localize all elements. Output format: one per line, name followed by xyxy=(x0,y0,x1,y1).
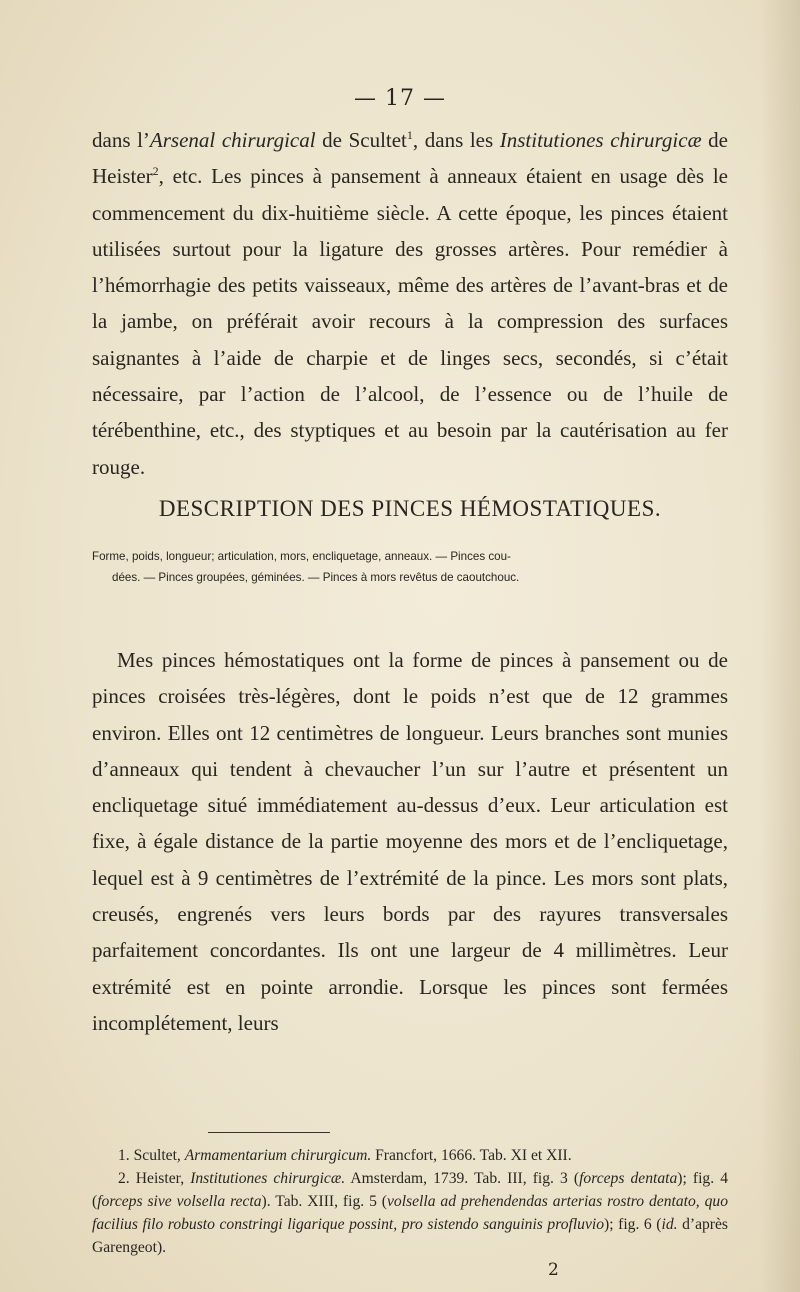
italic-title: Institutiones chirurgicæ. xyxy=(190,1170,346,1187)
italic-title-institutiones: Institutiones chirurgicæ xyxy=(499,128,702,152)
signature-mark: 2 xyxy=(548,1260,559,1280)
text-run: ). Tab. XIII, fig. 5 ( xyxy=(261,1193,387,1210)
text-run: d’après Garengeot). xyxy=(92,1216,728,1256)
summary-line-1: Forme, poids, longueur; articulation, mors, encliquetage, anneaux. — Pinces cou- xyxy=(92,550,511,563)
section-heading: DESCRIPTION DES PINCES HÉMOSTATIQUES. xyxy=(158,496,662,521)
footnote-ref-1: 1 xyxy=(406,128,413,142)
footnote-1 xyxy=(92,1144,728,1167)
text-run: de Heister xyxy=(92,128,728,189)
paragraph-intro xyxy=(92,122,728,485)
italic-term: id. xyxy=(661,1216,678,1233)
italic-title: Armamentarium chirurgicum. xyxy=(184,1147,372,1164)
text-run: dans l’ xyxy=(92,128,150,152)
paragraph-description: Mes pinces hémostatiques ont la forme de pinces à pansement ou de pinces croisées très-légères, dont le poids n’est que de 12 grammes environ. Elles ont 12 centimètres de longueur. Leurs branches sont munies d’anneaux qui tendent à chevaucher l’un sur l’autre et présentent un encliquetage situé immédiatement au-dessus d’eux. Leur articulation est fixe, à égale distance de la partie moyenne des mors et de l’encliquetage, lequel est à 9 centimètres de l’extrémité de la pince. Les mors sont plats, creusés, engrenés vers leurs bords par des rayures transversales parfaitement concordantes. Ils ont une largeur de 4 millimètres. Leur extrémité est en pointe arrondie. Lorsque les pinces sont fermées incomplétement, leurs xyxy=(92,648,728,1035)
page-edge-shadow xyxy=(760,0,800,1292)
page-number: — 17 — xyxy=(354,86,446,111)
text-run: ); fig. 6 ( xyxy=(604,1216,662,1233)
summary-line-2: dées. — Pinces groupées, géminées. — Pinces à mors revêtus de caoutchouc. xyxy=(112,571,520,584)
text-run: , etc. Les pinces à pansement à anneaux étaient en usage dès le commencement du dix-huitième siècle. A cette époque, les pinces étaient utilisées surtout pour la ligature des grosses artères. Pour remédier à l’hémorrhagie des petits vaisseaux, même des artères de l’avant-bras et de la jambe, on préférait avoir recours à la compression des surfaces saignantes à l’aide de charpie et de linges secs, secondés, si c’était nécessaire, par l’action de l’alcool, de l’essence ou de l’huile de térébenthine, etc., des styptiques et au besoin par la cautérisation au fer rouge. xyxy=(92,164,728,479)
italic-term: volsella ad prehendendas arterias rostro dentato, quo facilius filo robusto constringi ligarique possint, pro sistendo sanguinis profluvio xyxy=(92,1193,728,1233)
text-run: , dans les xyxy=(412,128,500,152)
text-run: ); fig. 4 ( xyxy=(92,1170,729,1210)
text-run: 2. Heister, xyxy=(118,1170,191,1187)
text-run: Francfort, 1666. Tab. XI et XII. xyxy=(371,1147,572,1164)
footnotes xyxy=(92,1144,728,1259)
footnote-2 xyxy=(92,1167,728,1259)
text-run: Amsterdam, 1739. Tab. III, fig. 3 ( xyxy=(345,1170,580,1187)
footnote-divider xyxy=(208,1132,330,1133)
italic-title-arsenal: Arsenal chirurgical xyxy=(149,128,316,152)
section-summary xyxy=(92,546,728,588)
text-run: 1. Scultet, xyxy=(118,1147,185,1164)
text-run: de Scultet xyxy=(315,128,407,152)
footnote-ref-2: 2 xyxy=(152,164,159,179)
italic-term: forceps dentata xyxy=(579,1170,678,1187)
italic-term: forceps sive volsella recta xyxy=(97,1193,262,1210)
